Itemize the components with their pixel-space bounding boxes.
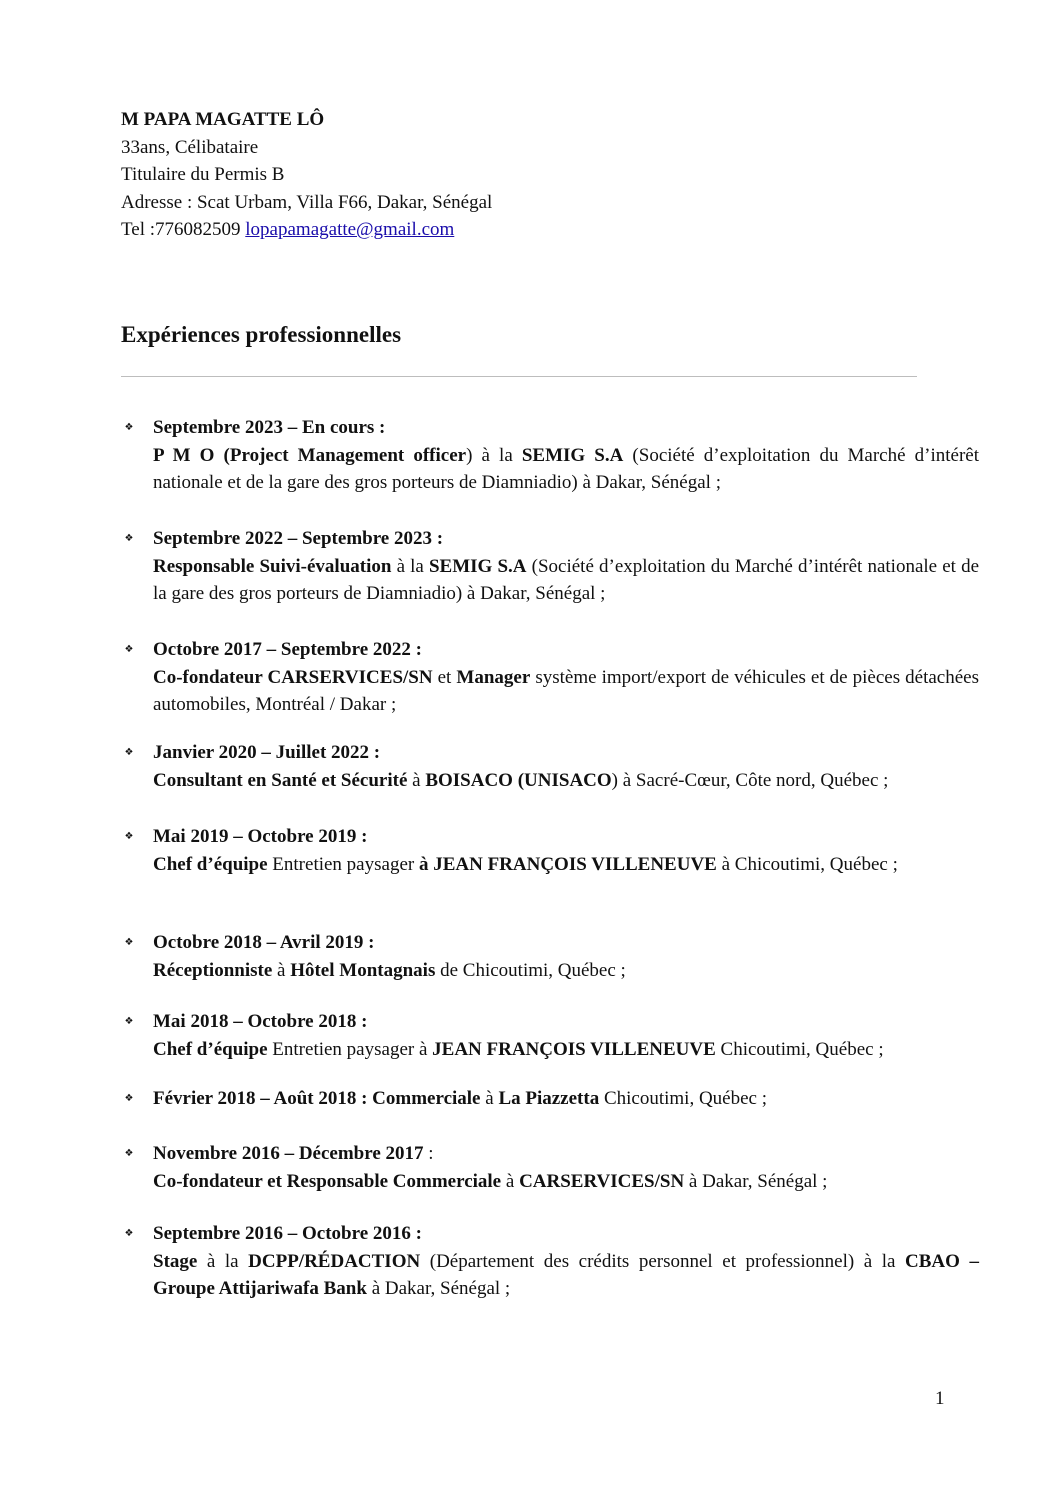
description-segment: Chicoutimi, Québec ; (599, 1088, 768, 1109)
description-segment: à Dakar, Sénégal ; (684, 1170, 828, 1192)
description-segment: de Chicoutimi, Québec ; (435, 959, 626, 981)
experience-description (153, 1248, 979, 1303)
experience-period: Mai 2018 – Octobre 2018 : (153, 1011, 368, 1032)
experience-content (153, 1008, 979, 1063)
experience-item (121, 636, 979, 719)
description-segment: Chicoutimi, Québec ; (715, 1038, 884, 1060)
description-segment: à (407, 769, 426, 791)
experience-content (153, 823, 979, 878)
experience-content (153, 636, 979, 719)
experience-description (153, 957, 979, 985)
description-segment: à (501, 1170, 520, 1192)
experience-period: Octobre 2017 – Septembre 2022 : (153, 639, 422, 660)
experience-period: Septembre 2022 – Septembre 2023 : (153, 528, 444, 549)
page-number: 1 (935, 1388, 945, 1409)
description-segment: Chef d’équipe (153, 853, 268, 875)
description-segment: Entretien paysager à (267, 1038, 433, 1060)
experience-content (153, 414, 979, 497)
experience-content (153, 525, 979, 608)
email-link[interactable]: lopapamagatte@gmail.com (245, 219, 455, 240)
diamond-bullet-icon: ❖ (124, 1093, 134, 1104)
experience-content (153, 739, 979, 794)
diamond-bullet-icon: ❖ (124, 937, 134, 948)
experience-item (121, 1085, 979, 1113)
candidate-name: M PAPA MAGATTE LÔ (121, 109, 325, 130)
experience-content (153, 1220, 979, 1303)
age-status: 33ans, Célibataire (121, 136, 259, 158)
description-segment: système import/export de véhicules et de pièces détachées automobiles, Montréal / Dakar ; (153, 666, 979, 715)
description-segment: CBAO – Groupe Attijariwafa Bank (153, 1250, 979, 1299)
experience-item (121, 823, 979, 878)
experience-description (153, 1036, 979, 1064)
experience-item (121, 739, 979, 794)
description-segment: à la (197, 1250, 249, 1272)
contact-header (121, 106, 492, 244)
phone-number: Tel :776082509 (121, 219, 246, 240)
experience-period: Octobre 2018 – Avril 2019 : (153, 932, 375, 953)
experience-description (153, 1085, 979, 1113)
description-segment: (Département des crédits personnel et professionnel) à la (420, 1250, 906, 1272)
description-segment: BOISACO (UNISACO (425, 769, 612, 791)
section-divider (121, 376, 917, 377)
description-segment: La Piazzetta (498, 1088, 600, 1109)
experience-content (153, 1085, 979, 1113)
description-segment: P M O (Project Management officer (153, 444, 467, 466)
description-segment: Co-fondateur et Responsable Commerciale (153, 1170, 502, 1192)
description-segment: Consultant en Santé et Sécurité (153, 769, 408, 791)
description-segment: à la (391, 555, 429, 577)
experience-description (153, 553, 979, 608)
description-segment: Hôtel Montagnais (290, 959, 436, 981)
description-segment: JEAN FRANÇOIS VILLENEUVE (432, 1038, 716, 1060)
experience-period-line (153, 1140, 979, 1168)
experience-description (153, 767, 979, 795)
experience-description (153, 851, 979, 879)
experience-period: Septembre 2023 – En cours : (153, 417, 386, 438)
description-segment: (Société d’exploitation du Marché d’intérêt nationale et de la gare des gros porteurs de Diamniadio) à Dakar, Sénégal ; (153, 555, 979, 604)
description-segment: Co-fondateur CARSERVICES/SN (153, 666, 433, 688)
diamond-bullet-icon: ❖ (124, 533, 134, 544)
diamond-bullet-icon: ❖ (124, 1016, 134, 1027)
experience-content (153, 1140, 979, 1195)
experience-item (121, 525, 979, 608)
description-segment: ) à la (466, 444, 522, 466)
description-segment: DCPP/RÉDACTION (248, 1250, 421, 1272)
description-segment: à (480, 1088, 499, 1109)
diamond-bullet-icon: ❖ (124, 831, 134, 842)
experience-item (121, 1220, 979, 1303)
description-segment: à JEAN FRANÇOIS VILLENEUVE (418, 853, 717, 875)
experience-description (153, 664, 979, 719)
description-segment: Réceptionniste (153, 959, 273, 981)
description-segment: Commerciale (372, 1088, 481, 1109)
experience-period: Janvier 2020 – Juillet 2022 : (153, 742, 381, 763)
diamond-bullet-icon: ❖ (124, 422, 134, 433)
diamond-bullet-icon: ❖ (124, 1228, 134, 1239)
description-segment: à (272, 959, 291, 981)
description-segment: CARSERVICES/SN (519, 1170, 685, 1192)
section-title-experience: Expériences professionnelles (121, 322, 402, 347)
description-segment: à Dakar, Sénégal ; (366, 1278, 511, 1299)
experience-period: Novembre 2016 – Décembre 2017 (153, 1143, 424, 1164)
experience-item (121, 414, 979, 497)
experience-description (153, 1168, 979, 1196)
experience-period-suffix: : (423, 1143, 434, 1164)
description-segment: SEMIG S.A (428, 555, 527, 577)
description-segment: ) à Sacré-Cœur, Côte nord, Québec ; (611, 769, 889, 791)
experience-description (153, 442, 979, 497)
description-segment: (Société d’exploitation du Marché d’intérêt nationale et de la gare des gros porteurs de Diamniadio) à Dakar, Sénégal ; (153, 444, 979, 493)
description-segment: à Chicoutimi, Québec ; (716, 853, 898, 875)
diamond-bullet-icon: ❖ (124, 1148, 134, 1159)
experience-period: Mai 2019 – Octobre 2019 : (153, 826, 368, 847)
address: Adresse : Scat Urbam, Villa F66, Dakar, Sénégal (121, 191, 493, 213)
experience-item (121, 1008, 979, 1063)
experience-item (121, 929, 979, 984)
contact-line (121, 216, 492, 244)
description-segment: Stage (153, 1250, 198, 1272)
experience-period: Septembre 2016 – Octobre 2016 : (153, 1223, 422, 1244)
description-segment: Responsable Suivi-évaluation (153, 555, 392, 577)
driving-license: Titulaire du Permis B (121, 164, 285, 185)
description-segment: Entretien paysager (267, 853, 419, 875)
experience-content (153, 929, 979, 984)
description-segment: SEMIG S.A (521, 444, 624, 466)
experience-item (121, 1140, 979, 1195)
experience-period: Février 2018 – Août 2018 : (153, 1088, 368, 1109)
description-segment: Chef d’équipe (153, 1038, 268, 1060)
description-segment: Manager (456, 666, 531, 688)
diamond-bullet-icon: ❖ (124, 644, 134, 655)
description-segment: et (432, 666, 457, 688)
diamond-bullet-icon: ❖ (124, 747, 134, 758)
